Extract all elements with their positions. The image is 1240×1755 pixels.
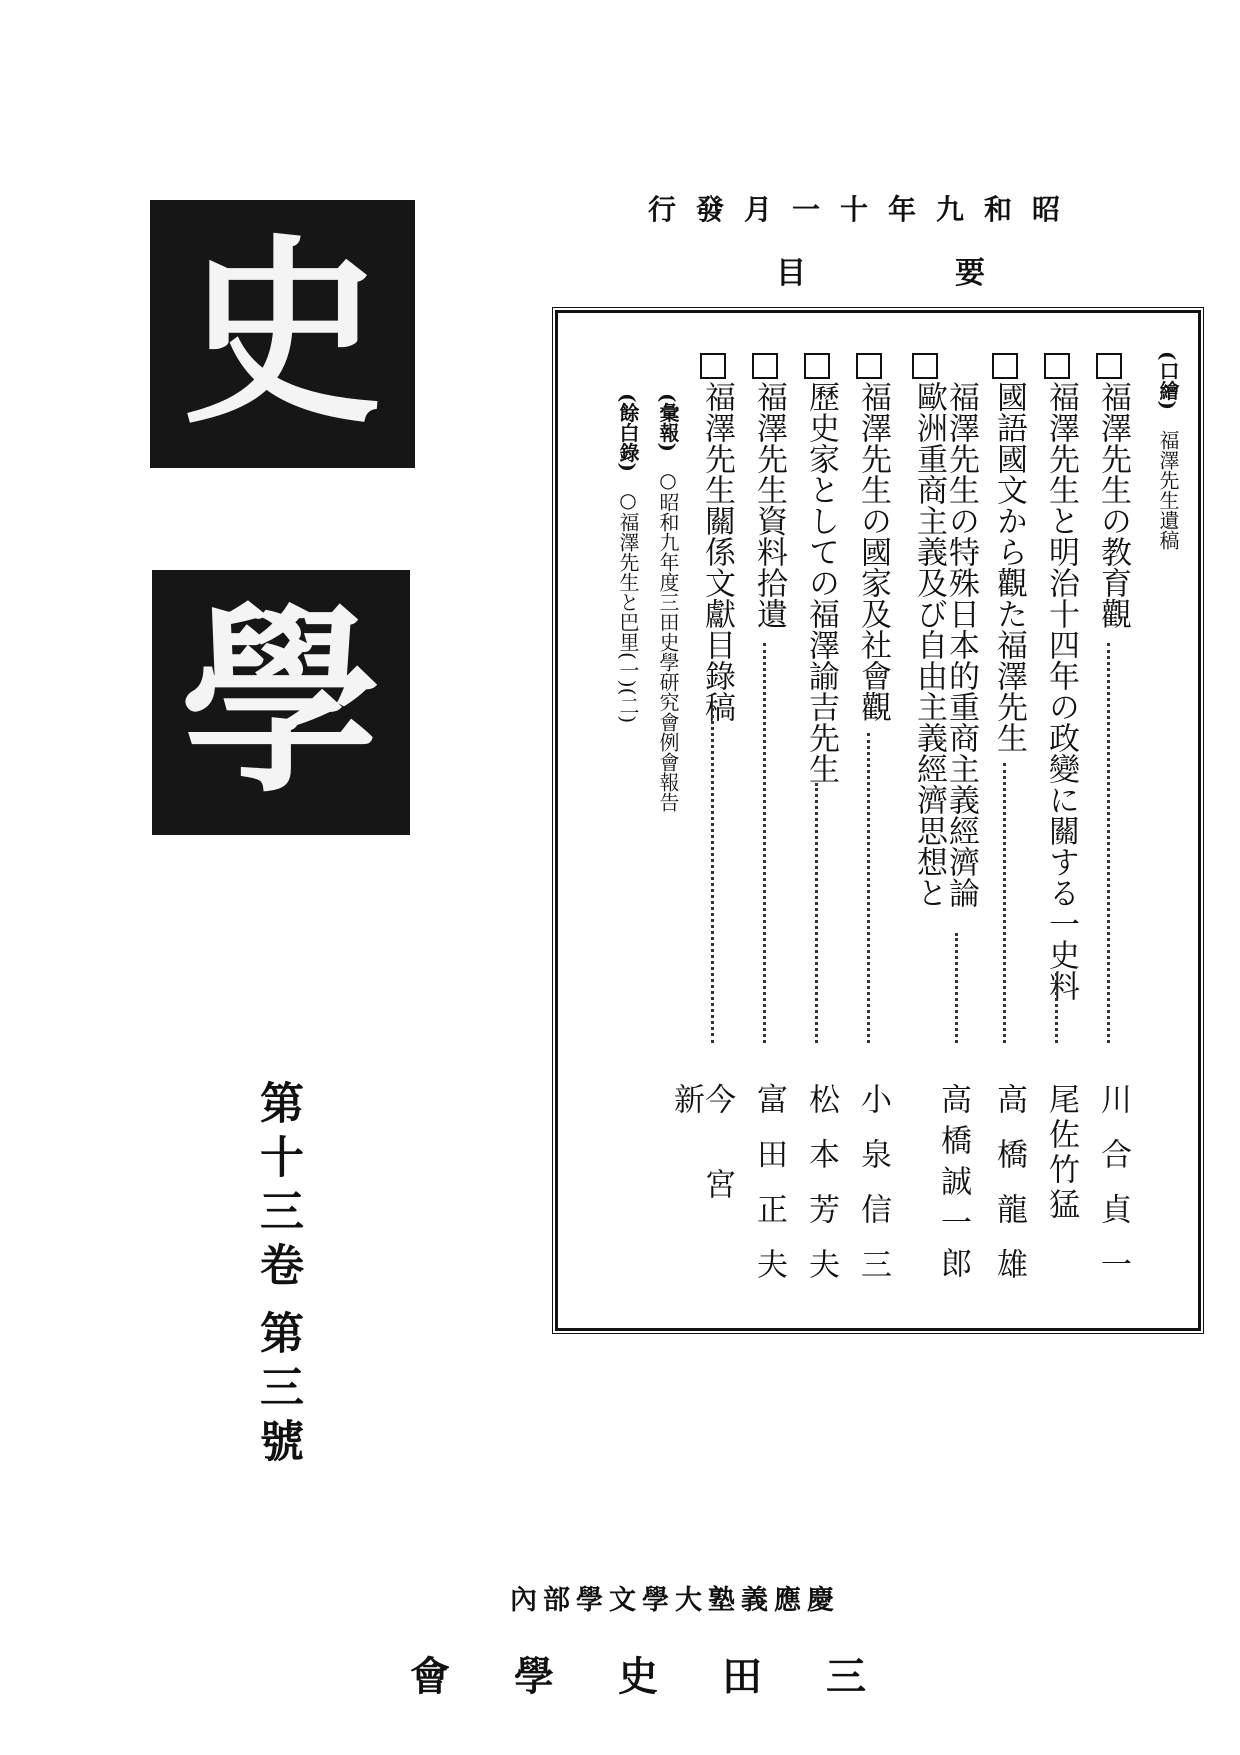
masthead-logo-bottom	[152, 570, 410, 835]
masthead-char-gaku: 學	[180, 584, 381, 820]
toc-entry-marker	[700, 353, 726, 379]
toc-entry-leader	[711, 708, 714, 1043]
volume-number: 第十三卷	[252, 1080, 303, 1296]
issue-number: 第三號	[252, 1310, 303, 1472]
toc-entry-title: 福澤先生資料拾遺	[751, 381, 787, 629]
frontispiece-label: (口繪)	[1156, 351, 1180, 410]
publisher-address	[450, 1578, 900, 1617]
toc-entry-author: 川合貞一	[1095, 1083, 1131, 1303]
toc-entry-leader	[815, 783, 818, 1043]
frontispiece-title: 福澤先生遺稿	[1156, 430, 1180, 551]
toc-entry-marker	[752, 353, 778, 379]
toc-entry-author: 高橋誠一郎	[935, 1083, 971, 1288]
toc-entry-leader	[1003, 763, 1006, 1043]
toc-entry-leader	[1107, 643, 1110, 1043]
toc-margin-notes	[618, 393, 638, 724]
toc-entry-author: 富田正夫	[751, 1083, 787, 1303]
toc-entry-leader	[955, 933, 958, 1043]
toc-entry-title: 國語國文から觀た福澤先生	[991, 381, 1027, 753]
toc-entry-leader	[763, 643, 766, 1043]
toc-entry-author: 尾佐竹猛	[1043, 1083, 1079, 1223]
toc-entry-marker	[1096, 353, 1122, 379]
toc-entry-leader	[1055, 973, 1058, 1043]
margin-notes-text: ○福澤先生と巴里(一)(二)	[616, 488, 640, 724]
toc-entry-title: 福澤先生と明治十四年の政變に關する一史料	[1043, 381, 1079, 1001]
publisher-name	[390, 1645, 950, 1702]
publisher-address-text: 慶應義塾大學文學部內	[510, 1585, 840, 1616]
toc-frontispiece	[1158, 351, 1178, 550]
publication-date	[647, 188, 1080, 228]
toc-entry-marker	[912, 353, 938, 379]
toc-entry-author: 小泉信三	[855, 1083, 891, 1303]
toc-entry-author: 松本芳夫	[803, 1083, 839, 1303]
publisher-name-text: 三田史學會	[410, 1653, 930, 1700]
toc-entry-title: 福澤先生關係文獻目錄稿	[699, 381, 735, 722]
toc-entry-title-line-1: 歐洲重商主義及び自由主義經濟思想と	[911, 381, 947, 908]
masthead-logo-top	[150, 200, 415, 468]
publication-date-text: 昭和九年十一月發行	[647, 193, 1080, 226]
news-text: ○昭和九年度三田史學研究會例會報告	[656, 468, 680, 813]
toc-heading-char-2: 目	[776, 256, 806, 291]
toc-entry-marker	[992, 353, 1018, 379]
toc-entry-marker	[804, 353, 830, 379]
toc-entry-marker	[1044, 353, 1070, 379]
toc-entry-title: 福澤先生の國家及社會觀	[855, 381, 891, 722]
table-of-contents	[555, 310, 1201, 1331]
toc-entry-title-line-2: 福澤先生の特殊日本的重商主義經濟論	[943, 381, 979, 908]
toc-entry-title: 歷史家としての福澤諭吉先生	[803, 381, 839, 784]
toc-heading-char-1: 要	[955, 256, 985, 291]
toc-entry-author: 今宮新	[668, 1083, 735, 1253]
masthead-char-shi: 史	[182, 216, 383, 451]
news-label: (彙報)	[656, 393, 680, 452]
toc-entry-leader	[867, 733, 870, 1043]
toc-news	[658, 393, 678, 812]
toc-entry-author: 高橋龍雄	[991, 1083, 1027, 1303]
toc-entry-marker	[856, 353, 882, 379]
toc-entry-title: 福澤先生の教育觀	[1095, 381, 1131, 629]
margin-notes-label: (餘白錄)	[616, 393, 640, 472]
